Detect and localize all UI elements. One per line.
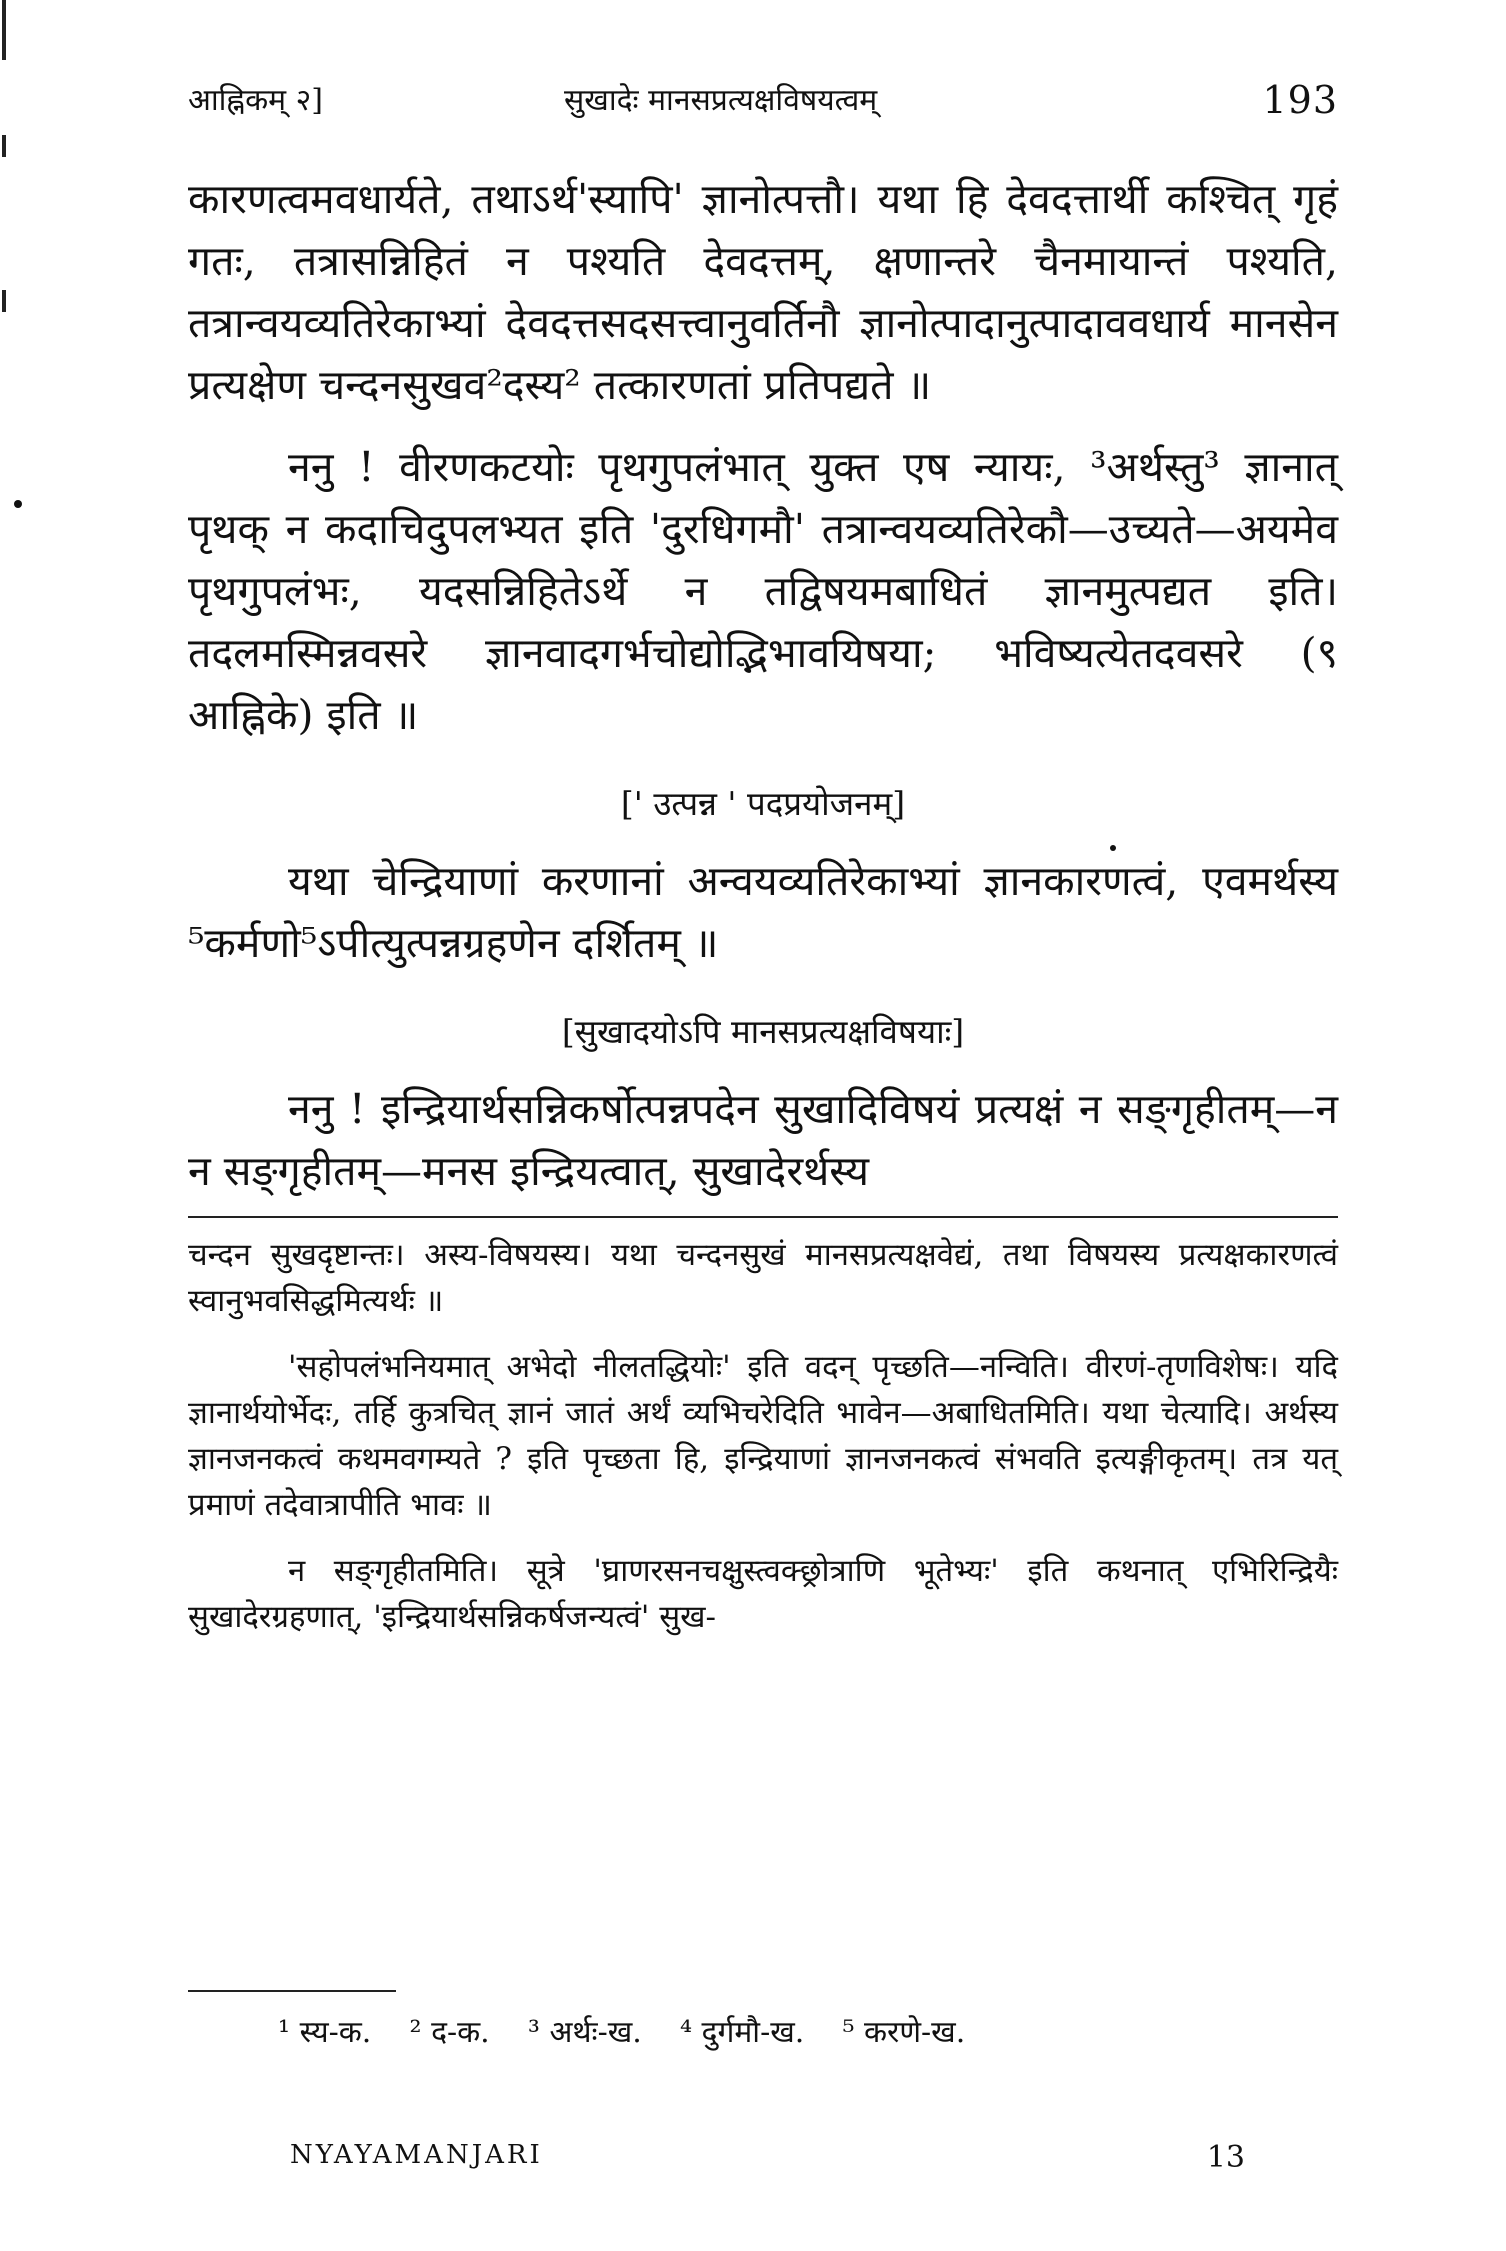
header-title: सुखादेः मानसप्रत्यक्षविषयत्वम् xyxy=(564,83,878,118)
footnote-3: ³ अर्थः-ख. xyxy=(527,2015,642,2050)
footnote-1: ¹ स्य-क. xyxy=(278,2015,372,2050)
scan-edge-mark xyxy=(2,0,6,60)
footnote-2: ² द-क. xyxy=(409,2015,490,2050)
signature-mark: 13 xyxy=(1206,2140,1245,2175)
footnotes xyxy=(278,2010,1338,2051)
paragraph-2: ननु ! वीरणकटयोः पृथगुपलंभात् युक्त एष न्यायः, ³अर्थस्तु³ ज्ञानात् पृथक् न कदाचिदुपलभ्यत इति 'दुरधिगमौ' तत्रान्वयव्यतिरेकौ—उच्यते—अयमेव पृथगुपलंभः, यदसन्निहितेऽर्थे न तद्विषयमबाधितं ज्ञानमुत्पद्यत इति। तदलमस्मिन्नवसरे ज्ञानवादगर्भचोद्योद्भिभावयिषया; भविष्यत्येतदवसरे (९ आह्निके) इति ॥ xyxy=(188,443,1338,739)
commentary-2: 'सहोपलंभनियमात् अभेदो नीलतद्धियोः' इति वदन् पृच्छति—नन्विति। वीरणं-तृणविशेषः। यदि ज्ञानार्थयोर्भेदः, तर्हि कुत्रचित् ज्ञानं जातं अर्थं व्यभिचरेदिति भावेन—अबाधितमिति। यथा चेत्यादि। अर्थस्य ज्ञानजनकत्वं कथमवगम्यते ? इति पृच्छता हि, इन्द्रियाणां ज्ञानजनकत्वं संभवति इत्यङ्गीकृतम्। तत्र यत् प्रमाणं तदेवात्रापीति भावः ॥ xyxy=(188,1349,1338,1523)
paragraph-1: कारणत्वमवधार्यते, तथाऽर्थ'स्यापि' ज्ञानोत्पत्तौ। यथा हि देवदत्तार्थी कश्चित् गृहं गतः, तत्रासन्निहितं न पश्यति देवदत्तम्, क्षणान्तरे चैनमायान्तं पश्यति, तत्रान्वयव्यतिरेकाभ्यां देवदत्तसदसत्त्वानुवर्तिनौ ज्ञानोत्पादानुत्पादाववधार्य मानसेन प्रत्यक्षेण चन्दनसुखव²दस्य² तत्कारणतां प्रतिपद्यते ॥ xyxy=(188,175,1338,409)
scan-edge-mark xyxy=(2,290,6,312)
header-left: आह्निकम् २] xyxy=(188,83,323,118)
section-heading-2: [सुखादयोऽपि मानसप्रत्यक्षविषयाः] xyxy=(561,1012,965,1051)
book-title: NYAYAMANJARI xyxy=(290,2140,543,2170)
running-header xyxy=(188,78,1338,128)
paragraph-4: ननु ! इन्द्रियार्थसन्निकर्षोत्पन्नपदेन सुखादिविषयं प्रत्यक्षं न सङ्गृहीतम्—न न सङ्गृहीतम्—मनस इन्द्रियत्वात्, सुखादेरर्थस्य xyxy=(188,1085,1338,1195)
footnote-rule xyxy=(188,1990,396,1992)
main-text xyxy=(188,168,1338,1640)
scan-edge-mark xyxy=(2,135,6,157)
commentary-3: न सङ्गृहीतमिति। सूत्रे 'घ्राणरसनचक्षुस्त्वक्छ्रोत्राणि भूतेभ्यः' इति कथनात् एभिरिन्द्रियैः सुखादेरग्रहणात्, 'इन्द्रियार्थसन्निकर्षजन्यत्वं' सुख- xyxy=(188,1553,1338,1635)
scan-speck xyxy=(14,500,22,508)
footnote-5: ⁵ करणे-ख. xyxy=(842,2015,966,2050)
commentary-divider xyxy=(188,1216,1338,1218)
page-number: 193 xyxy=(1262,78,1338,122)
paragraph-3: यथा चेन्द्रियाणां करणानां अन्वयव्यतिरेकाभ्यां ज्ञानकारणत्वं, एवमर्थस्य ⁵कर्मणो⁵ऽपीत्युत्पन्नग्रहणेन दर्शितम् ॥ xyxy=(188,857,1338,967)
footnote-4: ⁴ दुर्गमौ-ख. xyxy=(679,2015,805,2050)
section-heading-1: [' उत्पन्न ' पदप्रयोजनम्] xyxy=(620,784,906,823)
page-footer xyxy=(290,2140,1245,2180)
commentary-1: चन्दन सुखदृष्टान्तः। अस्य-विषयस्य। यथा चन्दनसुखं मानसप्रत्यक्षवेद्यं, तथा विषयस्य प्रत्यक्षकारणत्वं स्वानुभवसिद्धमित्यर्थः ॥ xyxy=(188,1237,1338,1319)
